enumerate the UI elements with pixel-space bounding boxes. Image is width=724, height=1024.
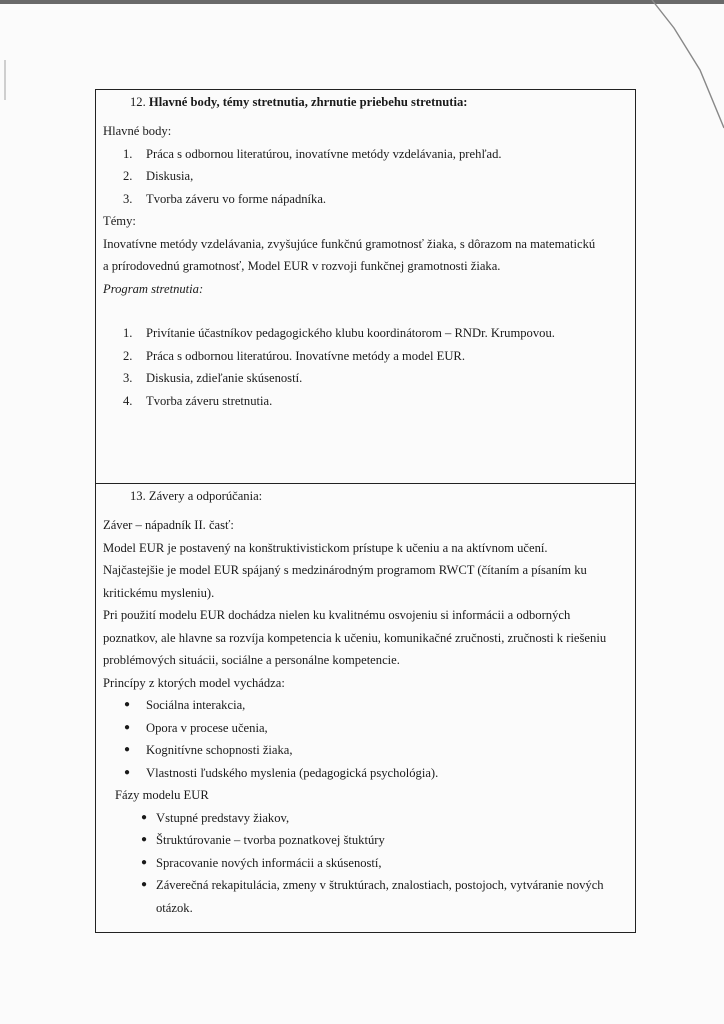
list-text: Diskusia, [146,169,194,183]
section-12-number: 12. [130,95,146,109]
bullet-icon: ● [124,721,131,733]
section-13-box [95,483,636,933]
list-item [103,143,628,166]
list-number: 4. [123,393,133,408]
conclusion-line: problémových situácii, sociálne a personálne kompetencie. [103,653,400,667]
topics-text-line: Inovatívne metódy vzdelávania, zvyšujúce funkčnú gramotnosť žiaka, s dôrazom na matematickú [103,236,596,251]
program-list [103,322,628,412]
list-item [103,367,628,390]
conclusion-line: Záver – nápadník II. časť: [103,518,234,532]
bullet-icon: ● [141,856,148,868]
bullet-icon: ● [141,811,148,823]
list-text: Práca s odbornou literatúrou, inovatívne metódy vzdelávania, prehľad. [146,146,502,161]
bullet-icon: ● [124,699,131,710]
list-item [103,322,628,345]
list-number: 3. [123,371,133,385]
bullet-icon: ● [141,834,148,845]
bullet-icon: ● [124,766,131,778]
list-number: 2. [123,348,133,363]
section-12-box [95,89,636,484]
conclusion-line: poznatkov, ale hlavne sa rozvíja kompetencia k učeniu, komunikačné zručnosti, zručnosti k riešeniu [103,630,607,645]
conclusion-line: kritickému mysleniu). [103,585,215,600]
list-text: Spracovanie nových informácii a skúseností, [156,855,382,870]
topics-text-line: a prírodovednú gramotnosť, Model EUR v rozvoji funkčnej gramotnosti žiaka. [103,259,501,273]
list-item [103,717,628,740]
list-text: Záverečná rekapitulácia, zmeny v štruktúrach, znalostiach, postojoch, vytváranie nových [156,878,604,892]
list-text: Privítanie účastníkov pedagogického klubu koordinátorom – RNDr. Krumpovou. [146,326,555,340]
list-text: Diskusia, zdieľanie skúseností. [146,371,303,385]
phases-list [103,807,628,920]
list-item [103,165,628,188]
list-number: 1. [123,326,133,340]
list-item-continuation [103,897,628,920]
phases-label: Fázy modelu EUR [115,788,209,802]
section-13-heading: 13. Závery a odporúčania: [130,489,263,503]
list-text: Práca s odbornou literatúrou. Inovatívne metódy a model EUR. [146,348,465,363]
conclusion-line: Pri použití modelu EUR dochádza nielen ku kvalitnému osvojeniu si informácii a odborných [103,608,571,622]
list-item [103,188,628,211]
list-item [103,807,628,830]
list-item [103,739,628,762]
blank-line [103,300,628,322]
page-fold-line [634,0,724,140]
list-text: Tvorba záveru stretnutia. [146,393,273,408]
bullet-icon: ● [141,879,148,890]
list-text: Vlastnosti ľudského myslenia (pedagogická psychológia). [146,765,439,780]
topics-label: Témy: [103,214,136,228]
list-text: Štruktúrovanie – tvorba poznatkovej štuktúry [156,833,385,847]
list-item [103,852,628,875]
program-label: Program stretnutia: [103,281,204,296]
main-points-label: Hlavné body: [103,124,172,138]
list-item [103,762,628,785]
list-text: Tvorba záveru vo forme nápadníka. [146,191,327,206]
list-number: 2. [123,169,133,183]
list-item [103,694,628,717]
principles-list [103,694,628,784]
list-text: Vstupné predstavy žiakov, [156,810,290,825]
list-item [103,390,628,413]
list-text: Opora v procese učenia, [146,720,268,735]
list-item [103,829,628,852]
principles-label: Princípy z ktorých model vychádza: [103,675,285,690]
bullet-icon: ● [124,744,131,755]
list-number: 1. [123,146,133,161]
conclusion-line: Model EUR je postavený na konštruktivistickom prístupe k učeniu a na aktívnom učení. [103,540,548,555]
list-item [103,345,628,368]
list-text: otázok. [156,900,193,915]
conclusion-line: Najčastejšie je model EUR spájaný s medzinárodným programom RWCT (čítaním a písaním ku [103,563,587,577]
section-12-heading [103,90,628,114]
list-item [103,874,628,897]
main-points-list [103,143,628,211]
scan-edge-left [4,60,6,100]
list-number: 3. [123,191,133,206]
list-text: Sociálna interakcia, [146,698,246,712]
section-12-title: Hlavné body, témy stretnutia, zhrnutie priebehu stretnutia: [148,95,468,109]
scan-edge-top [0,0,724,4]
list-text: Kognitívne schopnosti žiaka, [146,743,293,757]
